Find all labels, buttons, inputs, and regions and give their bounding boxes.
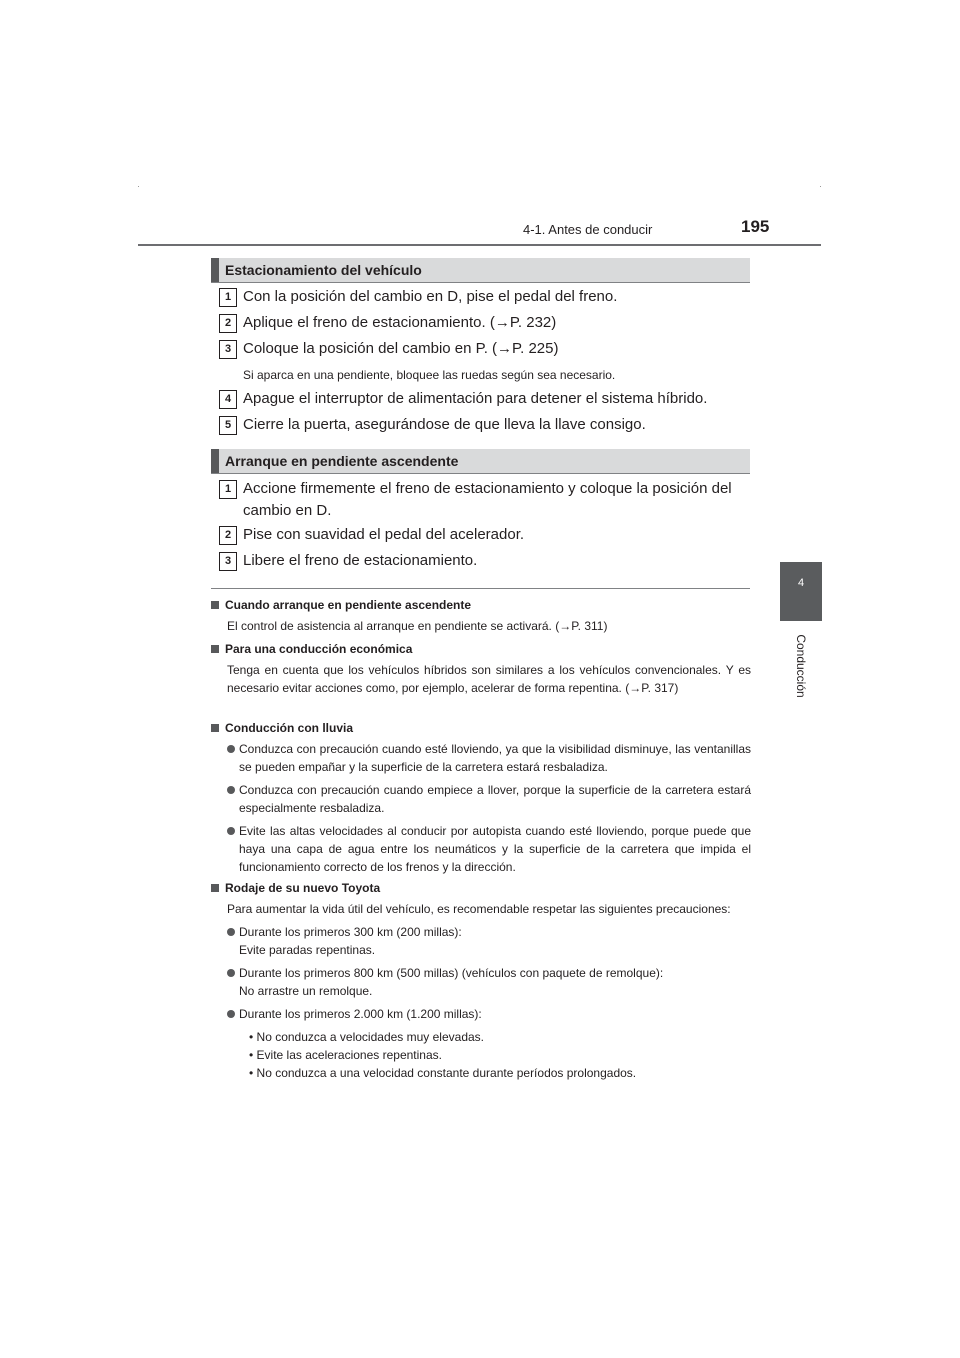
step-number: 2 xyxy=(219,314,237,333)
step-text: Pise con suavidad el pedal del acelerador. xyxy=(243,526,525,543)
note-text: Tenga en cuenta que los vehículos híbridos son similares a los vehículos convencionales. Y es necesario evitar acciones como, por ejemplo, acelerar de forma repentina. (→P. 317) xyxy=(227,663,751,695)
sub-item: • No conduzca a velocidades muy elevadas. xyxy=(249,1030,485,1044)
round-bullet-icon xyxy=(227,827,235,835)
crop-mark-left xyxy=(138,186,139,187)
step-text: Apague el interruptor de alimentación para detener el sistema híbrido. xyxy=(243,390,708,407)
step-item xyxy=(219,414,749,436)
header-section-title: 4-1. Antes de conducir xyxy=(523,222,653,237)
round-bullet-icon xyxy=(227,928,235,936)
step-item xyxy=(219,550,749,572)
chapter-label: Conducción xyxy=(794,634,808,698)
notes-divider xyxy=(211,588,750,589)
note-break-in xyxy=(211,879,751,1082)
section-heading-hill-start: Arranque en pendiente ascendente xyxy=(211,449,750,474)
square-bullet-icon xyxy=(211,884,219,892)
step-number: 3 xyxy=(219,340,237,359)
sub-item: • No conduzca a una velocidad constante durante períodos prolongados. xyxy=(249,1066,637,1080)
bullet-item: Conduzca con precaución cuando empiece a llover, porque la superficie de la carretera estará especialmente resbaladiza. xyxy=(211,781,751,817)
round-bullet-icon xyxy=(227,1010,235,1018)
square-bullet-icon xyxy=(211,645,219,653)
note-rain-driving xyxy=(211,719,751,876)
note-title: Para una conducción económica xyxy=(225,642,413,656)
bullet-item: Durante los primeros 300 km (200 millas): Evite paradas repentinas. xyxy=(211,923,751,959)
step-text: Aplique el freno de estacionamiento. (→P. 232) xyxy=(243,314,557,331)
step-text: Accione firmemente el freno de estacionamiento y coloque la posición del cambio en D. xyxy=(243,480,732,519)
note-title: Conducción con lluvia xyxy=(225,721,354,735)
square-bullet-icon xyxy=(211,601,219,609)
step-number: 4 xyxy=(219,390,237,409)
step-text: Coloque la posición del cambio en P. (→P. 225) xyxy=(243,340,559,357)
note-title: Cuando arranque en pendiente ascendente xyxy=(225,598,472,612)
note-text: El control de asistencia al arranque en pendiente se activará. (→P. 311) xyxy=(227,619,608,633)
step-number: 5 xyxy=(219,416,237,435)
square-bullet-icon xyxy=(211,724,219,732)
step-text: Libere el freno de estacionamiento. xyxy=(243,552,478,569)
step-number: 1 xyxy=(219,480,237,499)
note-text: Para aumentar la vida útil del vehículo, es recomendable respetar las siguientes precauciones: xyxy=(227,902,731,916)
step-item xyxy=(219,524,749,546)
crop-mark-right xyxy=(820,186,821,187)
step-item xyxy=(219,388,749,410)
header-rule xyxy=(138,244,821,246)
page-number: 195 xyxy=(741,217,770,236)
bullet-item: Durante los primeros 2.000 km (1.200 millas): xyxy=(211,1005,751,1023)
sub-item: • Evite las aceleraciones repentinas. xyxy=(249,1048,442,1062)
step-item xyxy=(219,338,749,360)
bullet-item: Durante los primeros 800 km (500 millas) (vehículos con paquete de remolque): No arrastre un remolque. xyxy=(211,964,751,1000)
chapter-number: 4 xyxy=(797,577,805,589)
step-item xyxy=(219,286,749,308)
note-hill-start xyxy=(211,596,751,635)
step-number: 1 xyxy=(219,288,237,307)
round-bullet-icon xyxy=(227,745,235,753)
note-eco-driving xyxy=(211,640,751,697)
chapter-tab xyxy=(780,562,822,621)
step-item xyxy=(219,478,749,522)
round-bullet-icon xyxy=(227,786,235,794)
step-item xyxy=(219,312,749,334)
step-number: 2 xyxy=(219,526,237,545)
step-note: Si aparca en una pendiente, bloquee las ruedas según sea necesario. xyxy=(243,368,616,382)
bullet-item: Conduzca con precaución cuando esté lloviendo, ya que la visibilidad disminuye, las ventanillas se pueden empañar y la superficie de la carretera estará resbaladiza. xyxy=(211,740,751,776)
step-text: Cierre la puerta, asegurándose de que lleva la llave consigo. xyxy=(243,416,646,433)
step-text: Con la posición del cambio en D, pise el pedal del freno. xyxy=(243,288,618,305)
note-title: Rodaje de su nuevo Toyota xyxy=(225,881,381,895)
section-heading-parking: Estacionamiento del vehículo xyxy=(211,258,750,283)
bullet-item: Evite las altas velocidades al conducir por autopista cuando esté lloviendo, porque puede que haya una capa de agua entre los neumáticos y la superficie de la carretera que impida el funcionamiento correcto de los frenos y la dirección. xyxy=(211,822,751,876)
round-bullet-icon xyxy=(227,969,235,977)
step-number: 3 xyxy=(219,552,237,571)
